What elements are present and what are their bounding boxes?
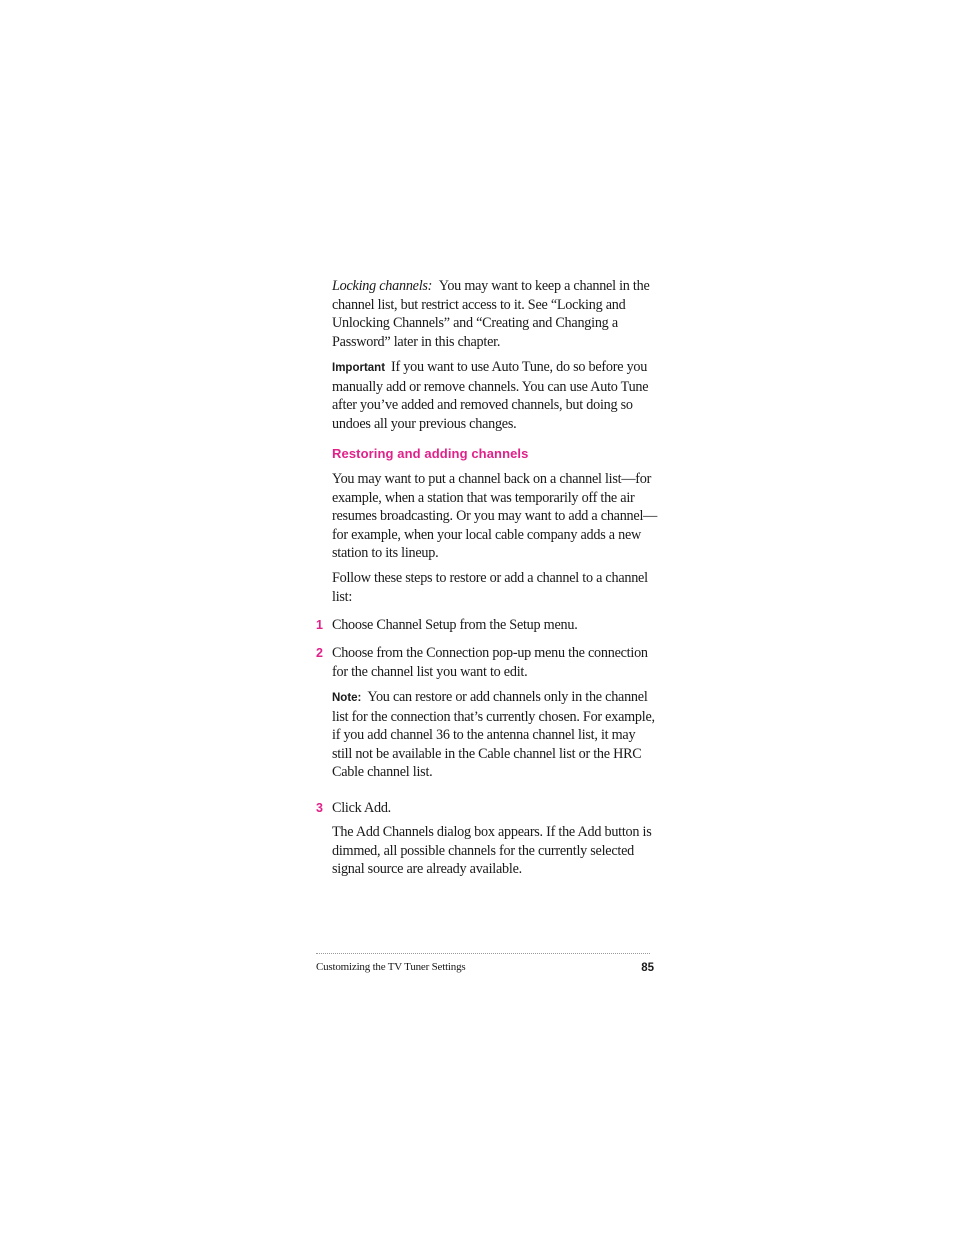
result-paragraph: The Add Channels dialog box appears. If the Add button is dimmed, all possible channels for the currently selected signal source are already available. (332, 824, 652, 878)
step-text: Choose from the Connection pop-up menu the connection for the channel list you want to edit. (332, 645, 648, 680)
section-intro-paragraph: You may want to put a channel back on a channel list—for example, when a station that was temporarily off the air resumes broadcasting. Or you may want to add a channel—for example, when your local cable company adds a new station to its lineup. (332, 471, 658, 562)
step-2 (316, 644, 658, 681)
step-3 (316, 799, 658, 818)
section-heading: Restoring and adding channels (332, 446, 529, 461)
locking-channels-paragraph (332, 277, 658, 351)
note-paragraph (332, 688, 658, 782)
step-text: Choose Channel Setup from the Setup menu. (332, 617, 578, 633)
step-number: 2 (316, 646, 323, 660)
follow-steps-paragraph: Follow these steps to restore or add a channel to a channel list: (332, 570, 648, 605)
footer-chapter-title: Customizing the TV Tuner Settings (316, 961, 466, 973)
step-number: 3 (316, 801, 323, 815)
footer-divider (316, 953, 650, 954)
note-text: You can restore or add channels only in the channel list for the connection that’s currently chosen. For example, if you add channel 36 to the antenna channel list, it may still not be available in the Cable channel list or the HRC Cable channel list. (332, 689, 655, 781)
important-paragraph (332, 358, 658, 433)
note-label: Note: (332, 692, 362, 704)
step-1 (316, 616, 658, 635)
locking-channels-label: Locking channels: (332, 278, 433, 294)
page-number: 85 (641, 962, 654, 974)
important-label: Important (332, 362, 386, 374)
step-number: 1 (316, 618, 323, 632)
locking-channels-text: You may want to keep a channel in the channel list, but restrict access to it. See “Locking and Unlocking Channels” and “Creating and Changing a Password” later in this chapter. (332, 278, 650, 350)
step-text: Click Add. (332, 800, 391, 816)
important-text: If you want to use Auto Tune, do so before you manually add or remove channels. You can use Auto Tune after you’ve added and removed channels, but doing so undoes all your previous changes. (332, 359, 649, 432)
